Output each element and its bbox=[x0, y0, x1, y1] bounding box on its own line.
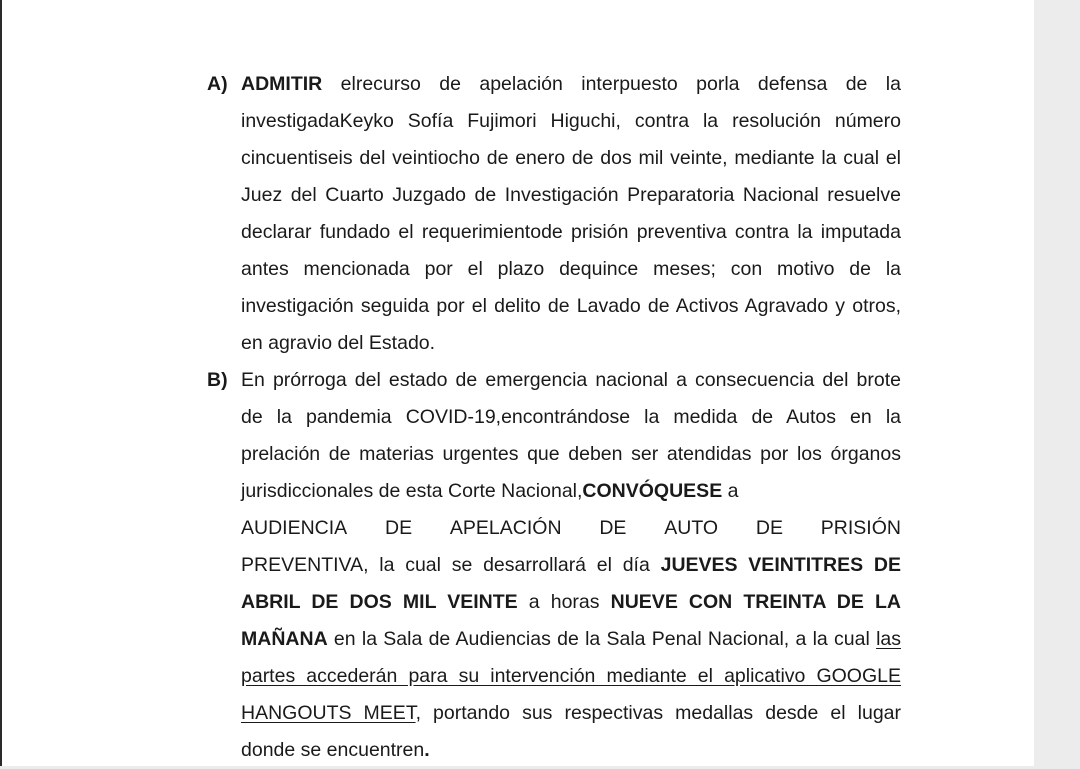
section-b-marker: B) bbox=[207, 369, 228, 391]
spread-word: PRISIÓN bbox=[820, 517, 901, 539]
spread-word: AUDIENCIA bbox=[241, 517, 348, 539]
section-b-block-2 bbox=[241, 547, 901, 769]
section-b-text-4: a horas bbox=[517, 591, 611, 613]
section-b-spread-line bbox=[241, 510, 901, 547]
section-b-text-3: PREVENTIVA, la cual se desarrollará el día bbox=[241, 554, 661, 576]
section-b-final-period: . bbox=[424, 739, 430, 761]
section-b-text-5: en la Sala de Audiencias de la Sala Penal Nacional, a la cual bbox=[327, 628, 877, 650]
section-b-convoquese: CONVÓQUESE bbox=[582, 480, 723, 502]
section-b-block-1 bbox=[241, 362, 901, 510]
spread-word: DE bbox=[599, 517, 627, 539]
section-b-date-bold: JUEVES VEINTITRES DE ABRIL DE DOS MIL VEINTE bbox=[241, 554, 901, 613]
section-b-text-1: En prórroga del estado de emergencia nacional a consecuencia del brote de la pandemia COVID-19,encontrándose la medida de Autos en la prelación de materias urgentes que deben ser atendidas por los órganos jurisdiccionales de esta Corte Nacional, bbox=[241, 369, 901, 502]
spread-word: DE bbox=[755, 517, 783, 539]
section-b-time-bold: NUEVE CON TREINTA DE LA MAÑANA bbox=[241, 591, 902, 650]
section-a-lead-bold: ADMITIR bbox=[241, 73, 323, 95]
spread-word: APELACIÓN bbox=[449, 517, 562, 539]
section-a-marker: A) bbox=[207, 73, 228, 95]
section-b-text-2: a bbox=[722, 480, 739, 502]
section-b-underlined: las partes accederán para su intervención mediante el aplicativo GOOGLE HANGOUTS MEET bbox=[241, 628, 901, 724]
section-a bbox=[207, 66, 901, 362]
section-a-paragraph bbox=[241, 66, 901, 362]
section-b bbox=[207, 362, 901, 769]
section-b-text-6: , portando sus respectivas medallas desde el lugar donde se encuentren bbox=[241, 702, 902, 761]
viewer-right-margin bbox=[1034, 0, 1080, 766]
spread-word: AUTO bbox=[664, 517, 719, 539]
section-a-text: elrecurso de apelación interpuesto porla defensa de la investigadaKeyko Sofía Fujimori Higuchi, contra la resolución número cincuentiseis del veintiocho de enero de dos mil veinte, mediante la cual el Juez del Cuarto Juzgado de Investigación Preparatoria Nacional resuelve declarar fundado el requerimientode prisión preventiva contra la imputada antes mencionada por el plazo dequince meses; con motivo de la investigación seguida por el delito de Lavado de Activos Agravado y otros, en agravio del Estado. bbox=[241, 73, 901, 354]
section-b-paragraph bbox=[241, 362, 901, 769]
spread-word: DE bbox=[385, 517, 413, 539]
